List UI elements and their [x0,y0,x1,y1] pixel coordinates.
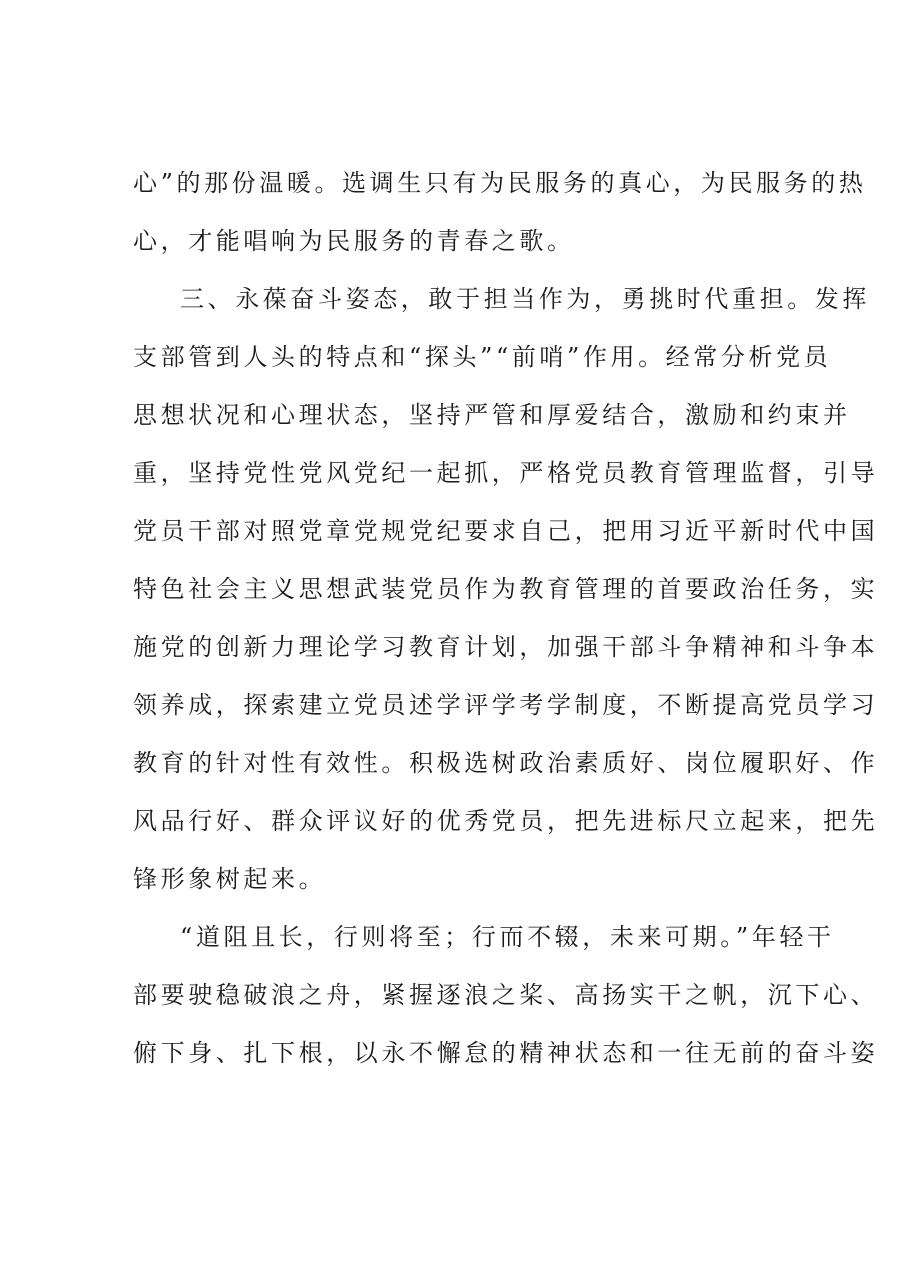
text-line: 党员干部对照党章党规党纪要求自己，把用习近平新时代中国 [133,517,879,545]
text-line: 部要驶稳破浪之舟，紧握逐浪之桨、高扬实干之帆，沉下心、 [133,981,879,1009]
text-line: 俯下身、扎下根，以永不懈怠的精神状态和一往无前的奋斗姿 [133,1039,879,1067]
text-line: 重，坚持党性党风党纪一起抓，严格党员教育管理监督，引导 [133,459,879,487]
text-line: 思想状况和心理状态，坚持严管和厚爱结合，激励和约束并 [133,401,851,429]
text-line: 风品行好、群众评议好的优秀党员，把先进标尺立起来，把先 [133,807,879,835]
text-line: 心”的那份温暖。选调生只有为民服务的真心，为民服务的热 [133,169,867,197]
text-line: 支部管到人头的特点和“探头”“前哨”作用。经常分析党员 [133,343,832,371]
text-line: 锋形象树起来。 [133,865,327,893]
text-line: 施党的创新力理论学习教育计划，加强干部斗争精神和斗争本 [133,633,879,661]
text-line: 特色社会主义思想武装党员作为教育管理的首要政治任务，实 [133,575,879,603]
quote-line: “道阻且长，行则将至；行而不辍，未来可期。”年轻干 [180,923,835,951]
text-line: 心，才能唱响为民服务的青春之歌。 [133,227,575,255]
paragraph-heading-line: 三、永葆奋斗姿态，敢于担当作为，勇挑时代重担。发挥 [180,285,870,313]
text-line: 教育的针对性有效性。积极选树政治素质好、岗位履职好、作 [133,749,879,777]
text-line: 领养成，探索建立党员述学评学考学制度，不断提高党员学习 [133,691,879,719]
